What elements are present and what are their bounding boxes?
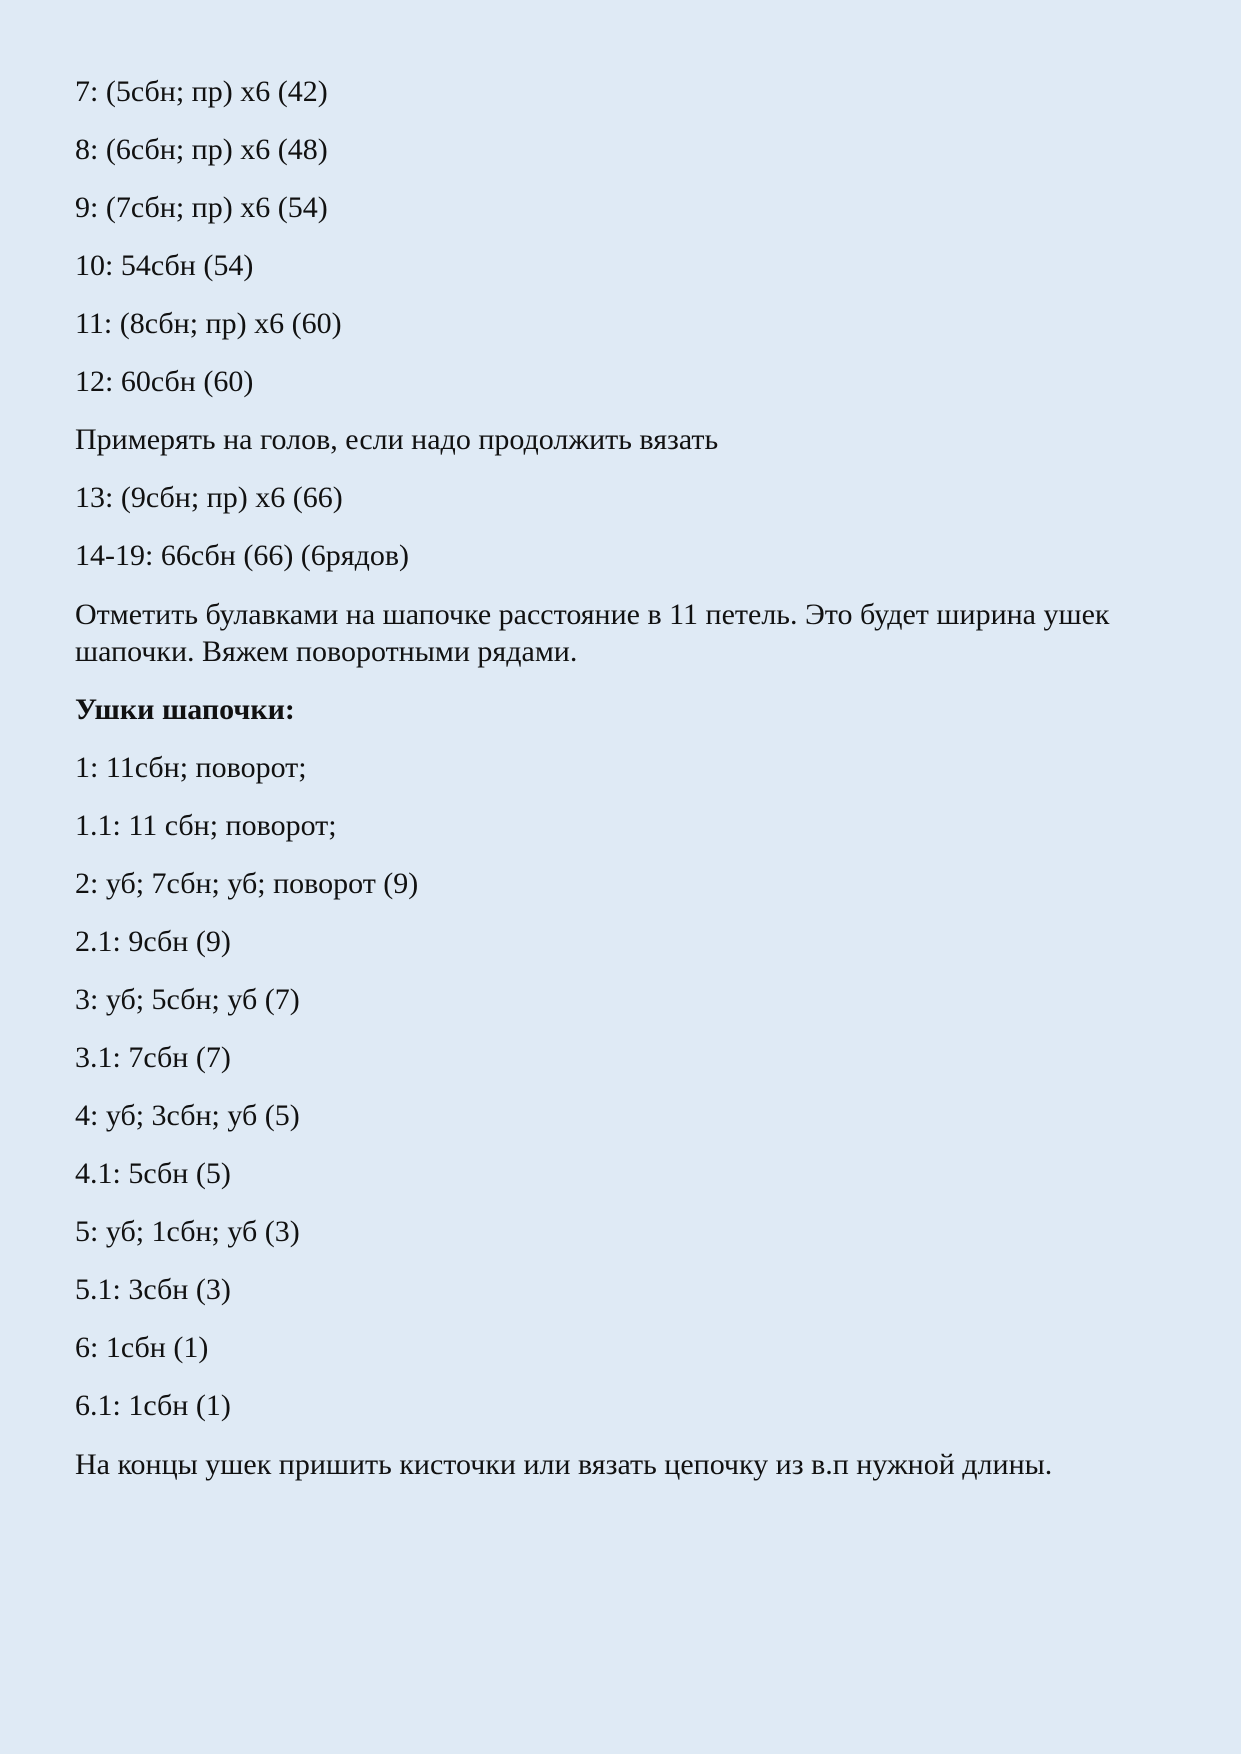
ear-row: 1: 11сбн; поворот; — [75, 751, 307, 784]
ear-row: 5: уб; 1сбн; уб (3) — [75, 1215, 300, 1248]
ear-row: 6.1: 1сбн (1) — [75, 1389, 231, 1422]
ear-row: 2: уб; 7сбн; уб; поворот (9) — [75, 867, 419, 900]
ear-row: 2.1: 9сбн (9) — [75, 925, 231, 958]
ear-row: 1.1: 11 сбн; поворот; — [75, 809, 337, 842]
note-tassels: На концы ушек пришить кисточки или вязать цепочку из в.п нужной длины. — [75, 1448, 1053, 1481]
row-13: 13: (9сбн; пр) х6 (66) — [75, 481, 343, 514]
ear-row: 3.1: 7сбн (7) — [75, 1041, 231, 1074]
note-pins: Отметить булавками на шапочке расстояние в 11 петель. Это будет ширина ушек шапочки. Вяжем поворотными рядами. — [75, 598, 1110, 668]
ear-row: 5.1: 3сбн (3) — [75, 1273, 231, 1306]
row-10: 10: 54сбн (54) — [75, 249, 254, 282]
ear-row: 6: 1сбн (1) — [75, 1331, 209, 1364]
row-12: 12: 60сбн (60) — [75, 365, 254, 398]
row-9: 9: (7сбн; пр) х6 (54) — [75, 191, 328, 224]
row-8: 8: (6сбн; пр) х6 (48) — [75, 133, 328, 166]
row-7: 7: (5сбн; пр) х6 (42) — [75, 75, 328, 108]
ears-heading: Ушки шапочки: — [75, 693, 295, 726]
ear-row: 3: уб; 5сбн; уб (7) — [75, 983, 300, 1016]
ear-row: 4: уб; 3сбн; уб (5) — [75, 1099, 300, 1132]
row-11: 11: (8сбн; пр) х6 (60) — [75, 307, 342, 340]
note-try-on: Примерять на голов, если надо продолжить вязать — [75, 423, 719, 456]
ear-row: 4.1: 5сбн (5) — [75, 1157, 231, 1190]
row-14-19: 14-19: 66сбн (66) (6рядов) — [75, 539, 410, 572]
